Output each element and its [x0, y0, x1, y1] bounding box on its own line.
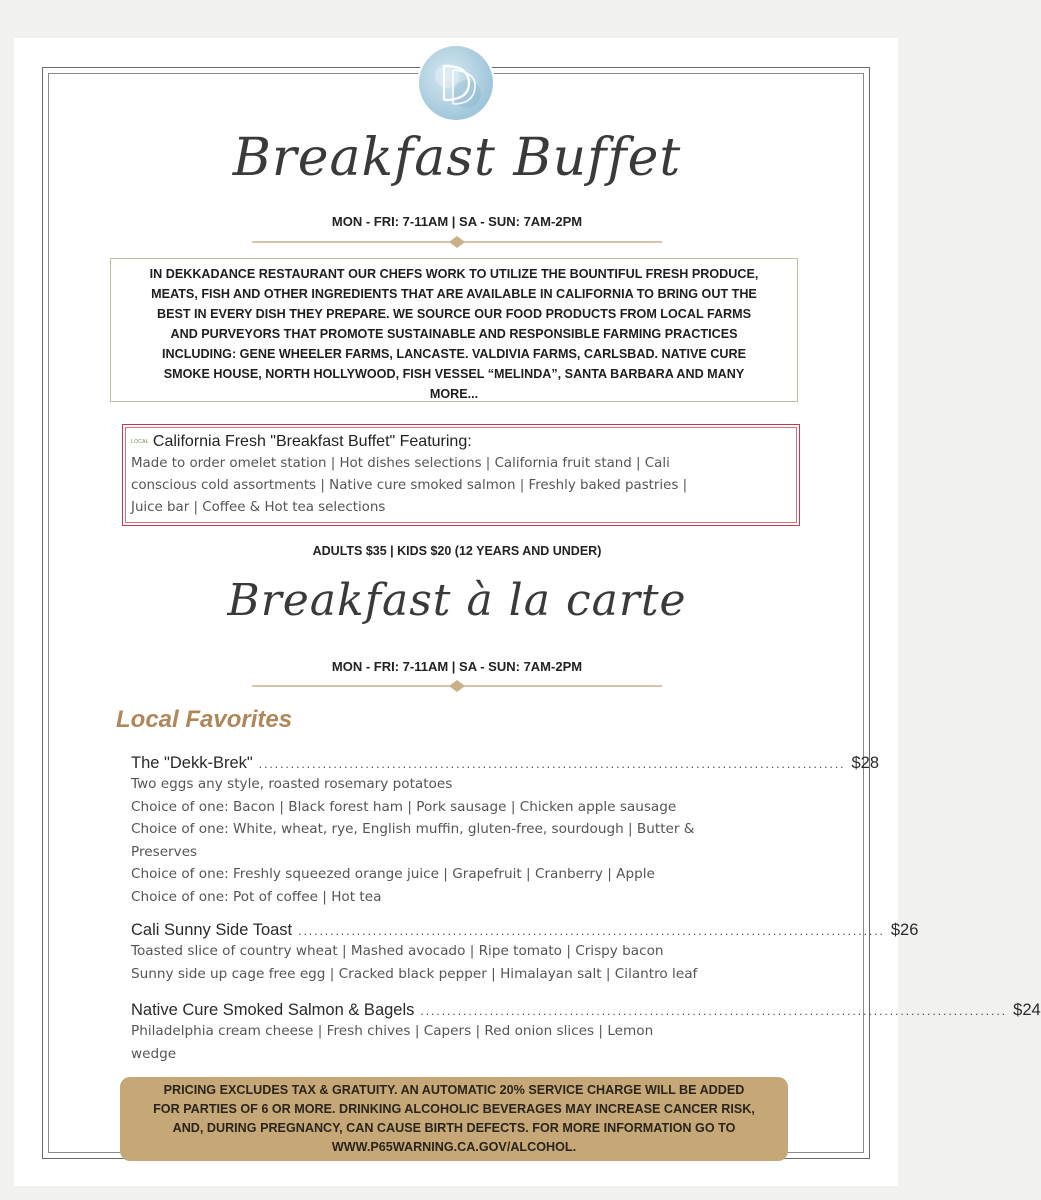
intro-line: INCLUDING: GENE WHEELER FARMS, LANCASTE. VALDIVIA FARMS, CARLSBAD. NATIVE CURE	[162, 347, 746, 361]
menu-item	[131, 754, 880, 908]
item-description: Sunny side up cage free egg | Cracked black pepper | Himalayan salt | Cilantro leaf	[131, 965, 698, 982]
notice-line: WWW.P65WARNING.CA.GOV/ALCOHOL.	[331, 1140, 577, 1154]
item-description: Choice of one: Pot of coffee | Hot tea	[131, 888, 382, 905]
notice-line: PRICING EXCLUDES TAX & GRATUITY. AN AUTOMATIC 20% SERVICE CHARGE WILL BE ADDED	[163, 1083, 745, 1097]
dot-leader: ..............................................................................................................	[298, 924, 885, 938]
buffet-prices: ADULTS $35 | KIDS $20 (12 YEARS AND UNDER)	[312, 544, 602, 558]
alacarte-title: Breakfast à la carte	[227, 575, 687, 626]
menu-item	[131, 1001, 1041, 1065]
intro-line: MORE...	[429, 387, 479, 401]
item-description: Preserves	[131, 843, 198, 860]
buffet-hours: MON - FRI: 7-11AM | SA - SUN: 7AM-2PM	[331, 214, 583, 229]
item-name: Cali Sunny Side Toast	[131, 921, 293, 939]
notice-line: FOR PARTIES OF 6 OR MORE. DRINKING ALCOHOLIC BEVERAGES MAY INCREASE CANCER RISK,	[153, 1102, 755, 1116]
intro-line: MEATS, FISH AND OTHER INGREDIENTS THAT ARE AVAILABLE IN CALIFORNIA TO BRING OUT THE	[151, 287, 757, 301]
ornament-divider	[252, 680, 662, 692]
buffet-title: Breakfast Buffet	[232, 128, 682, 188]
menu-item	[131, 921, 919, 985]
item-price: $26	[890, 921, 919, 939]
item-description: Philadelphia cream cheese | Fresh chives | Capers | Red onion slices | Lemon	[131, 1023, 654, 1039]
feature-line: conscious cold assortments | Native cure smoked salmon | Freshly baked pastries |	[131, 478, 688, 494]
section-heading: Local Favorites	[116, 706, 293, 733]
intro-line: SMOKE HOUSE, NORTH HOLLYWOOD, FISH VESSEL “MELINDA”, SANTA BARBARA AND MANY	[163, 367, 745, 381]
feature-heading: California Fresh "Breakfast Buffet" Featuring:	[152, 433, 472, 451]
intro-line: AND PURVEYORS THAT PROMOTE SUSTAINABLE AND RESPONSIBLE FARMING PRACTICES	[170, 327, 738, 341]
dot-leader: ..............................................................................................................	[258, 757, 846, 771]
item-name: The "Dekk-Brek"	[131, 754, 253, 772]
notice-line: AND, DURING PREGNANCY, CAN CAUSE BIRTH DEFECTS. FOR MORE INFORMATION GO TO	[172, 1121, 736, 1135]
feature-line: Made to order omelet station | Hot dishes selections | California fruit stand | Cali	[131, 456, 670, 472]
intro-line: BEST IN EVERY DISH THEY PREPARE. WE SOURCE OUR FOOD PRODUCTS FROM LOCAL FARMS	[156, 307, 752, 321]
item-description: Two eggs any style, roasted rosemary potatoes	[131, 776, 453, 792]
feature-heading-row	[131, 431, 791, 453]
item-price: $28	[851, 754, 880, 772]
dot-leader: ..............................................................................................................	[420, 1004, 1008, 1018]
feature-line: Juice bar | Coffee & Hot tea selections	[131, 500, 386, 516]
item-name: Native Cure Smoked Salmon & Bagels	[131, 1001, 415, 1019]
local-badge: LOCAL	[131, 439, 149, 445]
ornament-divider	[252, 236, 662, 248]
alacarte-hours: MON - FRI: 7-11AM | SA - SUN: 7AM-2PM	[331, 659, 583, 674]
sourcing-statement	[110, 258, 798, 402]
item-description: wedge	[131, 1045, 177, 1062]
item-description: Toasted slice of country wheat | Mashed avocado | Ripe tomato | Crispy bacon	[131, 943, 664, 959]
restaurant-logo	[417, 44, 495, 122]
item-description: Choice of one: Freshly squeezed orange juice | Grapefruit | Cranberry | Apple	[131, 866, 655, 882]
intro-line: IN DEKKADANCE RESTAURANT OUR CHEFS WORK TO UTILIZE THE BOUNTIFUL FRESH PRODUCE,	[149, 267, 759, 281]
buffet-feature-box	[122, 424, 800, 526]
item-description: Choice of one: Bacon | Black forest ham | Pork sausage | Chicken apple sausage	[131, 798, 677, 815]
logo-monogram-icon	[417, 44, 495, 122]
pricing-warning-notice	[120, 1077, 788, 1161]
item-description: Choice of one: White, wheat, rye, English muffin, gluten-free, sourdough | Butter &	[131, 821, 695, 837]
item-price: $24	[1013, 1001, 1041, 1019]
